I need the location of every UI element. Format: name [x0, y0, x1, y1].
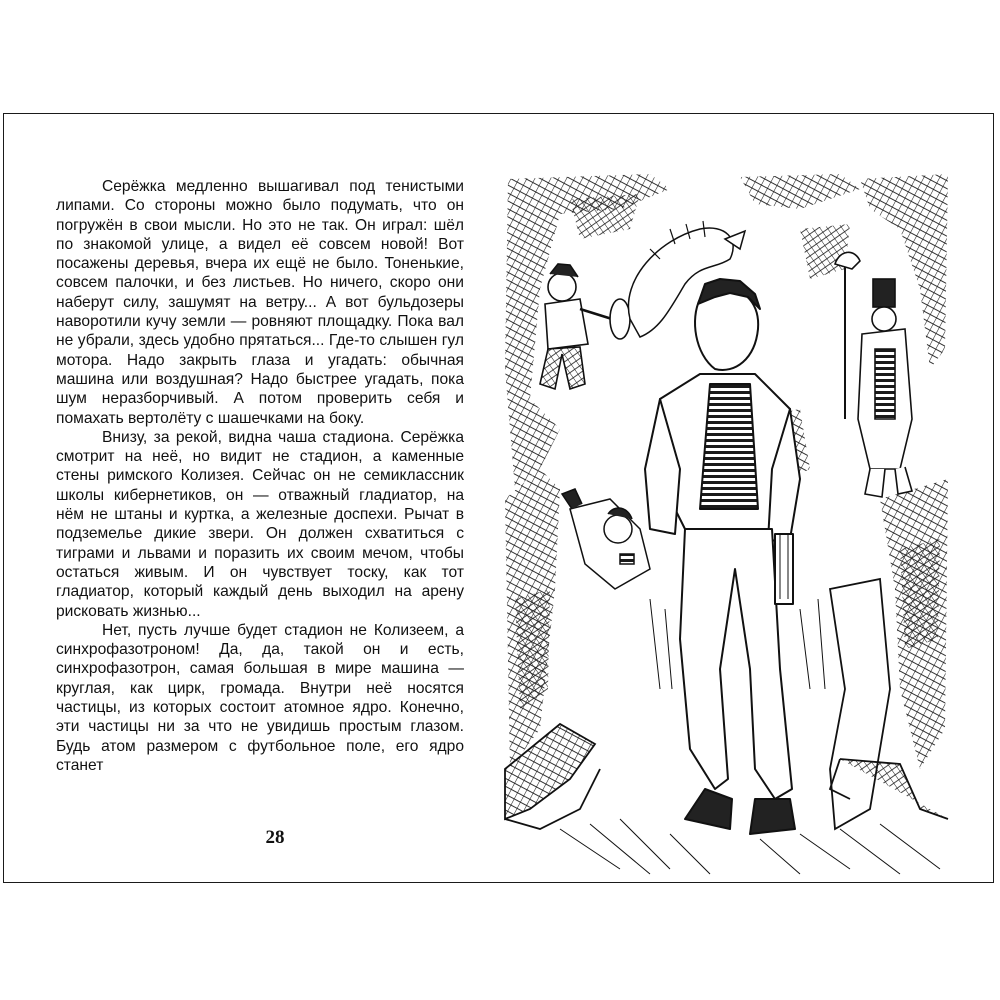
paragraph-3: Нет, пусть лучше будет стадион не Колизеем, а синхрофазотроном! Да, да, такой он и есть, синхрофазотрон, самая большая в мире машина — круглая, как цирк, громада. Внутри неё носятся частицы, из которых состоит атомное ядро. Конечно, эти частицы ни за что не увидишь простым глазом. Будь атом размером с футбольное поле, его ядро станет: [56, 621, 464, 774]
book-spread: [3, 113, 994, 883]
gladiator-figure: [540, 264, 630, 389]
paragraph-1: Серёжка медленно вышагивал под тенистыми липами. Со стороны можно было подумать, что он погружён в свои мысли. Но это не так. Он играл: шёл по знакомой улице, а видел её совсем новой! Вот посажены деревья, вчера их ещё не было. Тоненькие, совсем палочки, и без листьев. Но ничего, скоро они наберут силу, зашумят на ветру... А вот бульдозеры наворотили кучу земли — ровняют площадку. Пока вал не убрали, здесь удобно прятаться... Где-то слышен гул мотора. Надо закрыть глаза и угадать: обычная машина или воздушная? Надо быстрее угадать, пока шум неразборчивый. А потом проверить себя и помахать вертолёту с шашечками на боку.: [56, 178, 464, 427]
illustration-drawing: [500, 169, 951, 879]
boy-figure: [645, 279, 800, 834]
page-number: 28: [265, 827, 285, 848]
robed-figure: [835, 252, 912, 497]
ink-illustration: [500, 169, 951, 879]
text-column: [56, 177, 464, 775]
paragraph-2: Внизу, за рекой, видна чаша стадиона. Серёжка смотрит на неё, но видит не стадион, а каменные стены римского Колизея. Сейчас он не семиклассник школы кибернетиков, он — отважный гладиатор, на нём не штаны и куртка, а железные доспехи. Рычат в подземелье дикие звери. Он должен схватиться с тиграми и львами и поразить их своим мечом, чтобы остаться живым. И он чувствует тоску, как тот гладиатор, который каждый день выходил на арену рисковать жизнью...: [56, 428, 464, 620]
astronaut-figure: [562, 489, 650, 589]
